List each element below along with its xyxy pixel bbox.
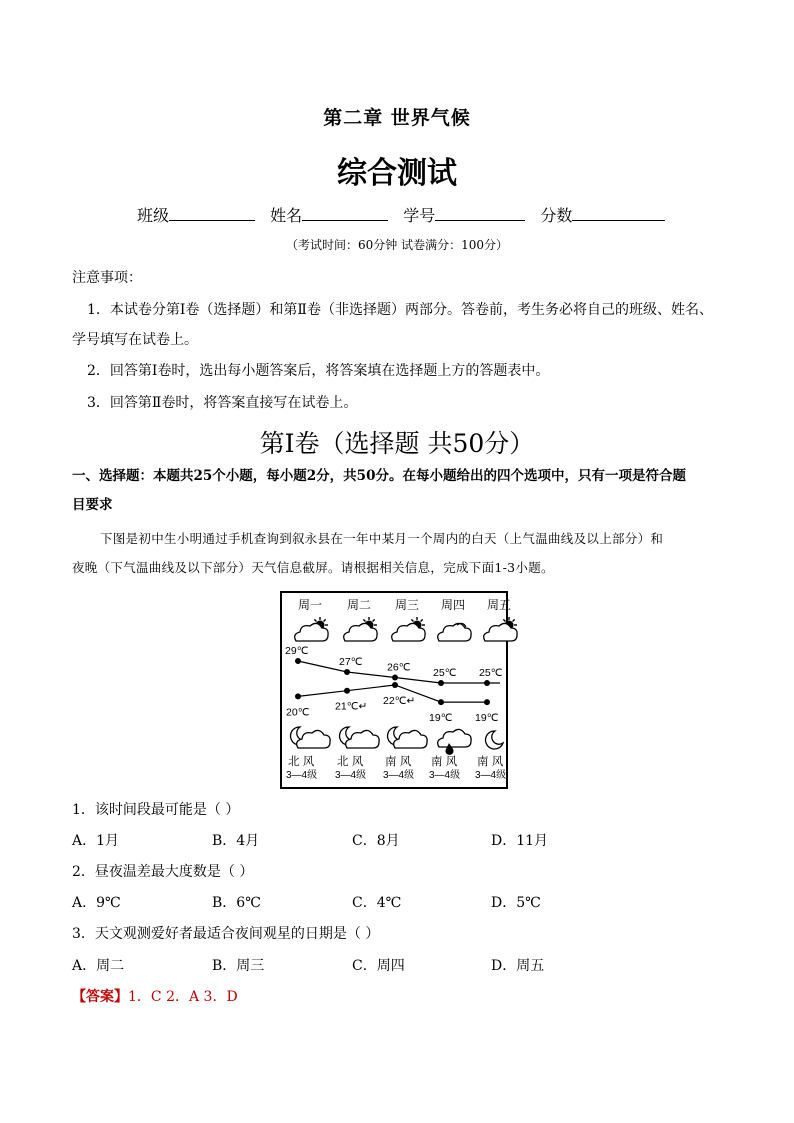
intro-text: 下图是初中生小明通过手机查询到叙永县在一年中某月一个周内的白天（上气温曲线及以上部分）和 <box>100 531 664 546</box>
question-3: 3．天文观测爱好者最适合夜间观星的日期是（ ） <box>72 926 380 942</box>
wind-direction: 北 风 <box>337 756 364 768</box>
day-temp-label: 29℃ <box>285 645 309 657</box>
q2-option-c[interactable]: C．4℃ <box>352 895 402 911</box>
q1-option-c[interactable]: C．8月 <box>352 833 400 849</box>
name-blank[interactable] <box>302 203 388 221</box>
q1-option-a[interactable]: A．1月 <box>72 833 120 849</box>
exam-info: （考试时间：60分钟 试卷满分：100分） <box>286 238 508 252</box>
day-label: 周四 <box>440 598 466 612</box>
notice-item-1: 1．本试卷分第Ⅰ卷（选择题）和第Ⅱ卷（非选择题）两部分。答卷前，考生务必将自己的班级、姓名、 <box>87 302 713 318</box>
notice-item-3: 3．回答第Ⅱ卷时，将答案直接写在试卷上。 <box>87 395 358 411</box>
day-temp-label: 25℃ <box>479 667 503 679</box>
q2-option-a[interactable]: A．9℃ <box>72 895 121 911</box>
day-temp-label: 25℃ <box>433 667 457 679</box>
night-temp-label: 20℃ <box>286 706 310 719</box>
moon-icon <box>486 731 503 749</box>
day-label: 周五 <box>486 598 512 612</box>
day-temp-label: 27℃ <box>339 656 363 668</box>
rain-cloud-icon <box>438 729 471 747</box>
id-blank[interactable] <box>435 203 525 221</box>
student-info-fields <box>137 203 675 226</box>
night-temp-label: 21℃↵ <box>335 700 368 713</box>
notice-item-2: 2．回答第Ⅰ卷时，选出每小题答案后，将答案填在选择题上方的答题表中。 <box>87 363 550 379</box>
score-blank[interactable] <box>572 203 665 221</box>
q2-option-b[interactable]: B．6℃ <box>212 895 261 911</box>
answer-label: 【答案】 <box>72 989 128 1005</box>
day-temp-point <box>438 680 444 686</box>
wind-level: 3—4级 <box>335 770 367 781</box>
day-temp-point <box>484 680 490 686</box>
partly-cloudy-night-icon <box>394 730 427 748</box>
notice-item-1-cont: 学号填写在试卷上。 <box>72 332 198 348</box>
chapter-heading: 第二章 世界气候 <box>323 107 471 129</box>
wind-level: 3—4级 <box>286 770 318 781</box>
night-temp-point <box>392 682 398 688</box>
night-temp-label: 22℃↵ <box>383 695 416 707</box>
night-temp-label: 19℃ <box>475 712 499 725</box>
night-temp-label: 19℃ <box>429 712 453 725</box>
partly-cloudy-night-icon <box>346 730 379 748</box>
day-temp-point <box>295 658 301 664</box>
night-temp-point <box>344 688 350 694</box>
partly-cloudy-night-icon <box>297 730 330 748</box>
q3-option-a[interactable]: A．周二 <box>72 958 125 974</box>
wind-direction: 北 风 <box>288 756 315 768</box>
wind-level: 3—4级 <box>475 770 507 781</box>
wind-direction: 南 风 <box>431 756 458 768</box>
section-instruction-cont: 目要求 <box>72 497 113 513</box>
day-temp-label: 26℃ <box>387 661 411 674</box>
q3-option-b[interactable]: B．周三 <box>212 958 265 974</box>
intro-text-cont: 夜晚（下气温曲线及以下部分）天气信息截屏。请根据相关信息，完成下面1-3小题。 <box>72 560 554 575</box>
night-temp-point <box>484 699 490 705</box>
question-1: 1．该时间段最可能是（ ） <box>72 802 240 818</box>
section-instruction: 一、选择题：本题共25个小题，每小题2分，共50分。在每小题给出的四个选项中，只有一项是符合题 <box>72 468 686 484</box>
wind-level: 3—4级 <box>429 770 461 781</box>
night-temp-point <box>438 699 444 705</box>
q2-option-d[interactable]: D．5℃ <box>491 895 541 911</box>
answer-text: 1．C 2．A 3．D <box>128 989 238 1005</box>
day-label: 周三 <box>394 598 420 612</box>
day-label: 周一 <box>297 598 323 612</box>
night-temp-point <box>295 693 301 699</box>
day-label: 周二 <box>346 598 372 612</box>
answer-line <box>72 986 238 1006</box>
weather-chart <box>280 591 512 789</box>
wind-direction: 南 风 <box>477 756 504 768</box>
score-label: 分数 <box>540 206 573 225</box>
wind-direction: 南 风 <box>385 756 412 768</box>
page-title: 综合测试 <box>337 156 457 191</box>
section-title: 第Ⅰ卷（选择题 共50分） <box>259 429 535 458</box>
q3-option-d[interactable]: D．周五 <box>491 958 545 974</box>
class-blank[interactable] <box>169 203 255 221</box>
question-2: 2．昼夜温差最大度数是（ ） <box>72 864 254 880</box>
id-label: 学号 <box>403 206 436 225</box>
class-label: 班级 <box>137 206 170 225</box>
q1-option-b[interactable]: B．4月 <box>212 833 260 849</box>
q3-option-c[interactable]: C．周四 <box>352 958 405 974</box>
weather-chart-svg <box>282 593 512 787</box>
wind-level: 3—4级 <box>383 770 415 781</box>
name-label: 姓名 <box>270 206 303 225</box>
q1-option-d[interactable]: D．11月 <box>491 833 549 849</box>
day-temp-point <box>344 669 350 675</box>
notice-heading: 注意事项： <box>72 270 142 286</box>
day-temp-point <box>392 675 398 681</box>
